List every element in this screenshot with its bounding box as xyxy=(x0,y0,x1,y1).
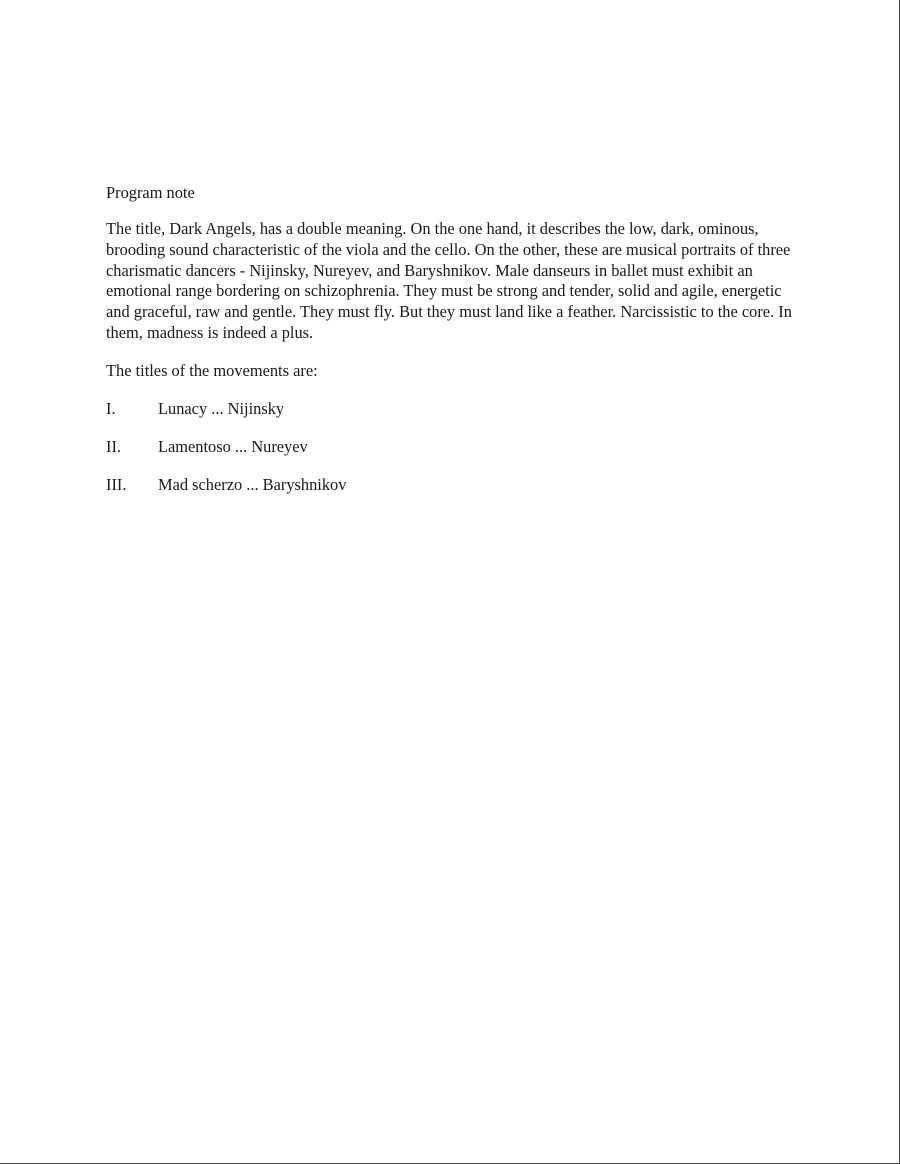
movements-list xyxy=(106,398,806,495)
movement-numeral: III. xyxy=(106,474,127,494)
movement-numeral: I. xyxy=(106,398,116,418)
movements-intro: The titles of the movements are: xyxy=(106,360,318,380)
document-body xyxy=(106,182,806,495)
movement-title: Lunacy ... Nijinsky xyxy=(158,398,285,418)
movement-item xyxy=(106,474,806,495)
program-note-paragraph: The title, Dark Angels, has a double meaning. On the one hand, it describes the low, dark, ominous, brooding sound characteristic of the viola and the cello. On the other, these are musical portraits of three charismatic dancers - Nijinsky, Nureyev, and Baryshnikov. Male danseurs in ballet must exhibit an emotional range bordering on schizophrenia. They must be strong and tender, solid and agile, energetic and graceful, raw and gentle. They must fly. But they must land like a feather. Narcissistic to the core. In them, madness is indeed a plus. xyxy=(106,219,792,342)
movement-item xyxy=(106,436,806,457)
movement-numeral: II. xyxy=(106,436,122,456)
movement-title: Mad scherzo ... Baryshnikov xyxy=(158,474,347,494)
document-heading: Program note xyxy=(106,183,195,202)
movement-title: Lamentoso ... Nureyev xyxy=(158,436,308,456)
movement-item xyxy=(106,398,806,419)
